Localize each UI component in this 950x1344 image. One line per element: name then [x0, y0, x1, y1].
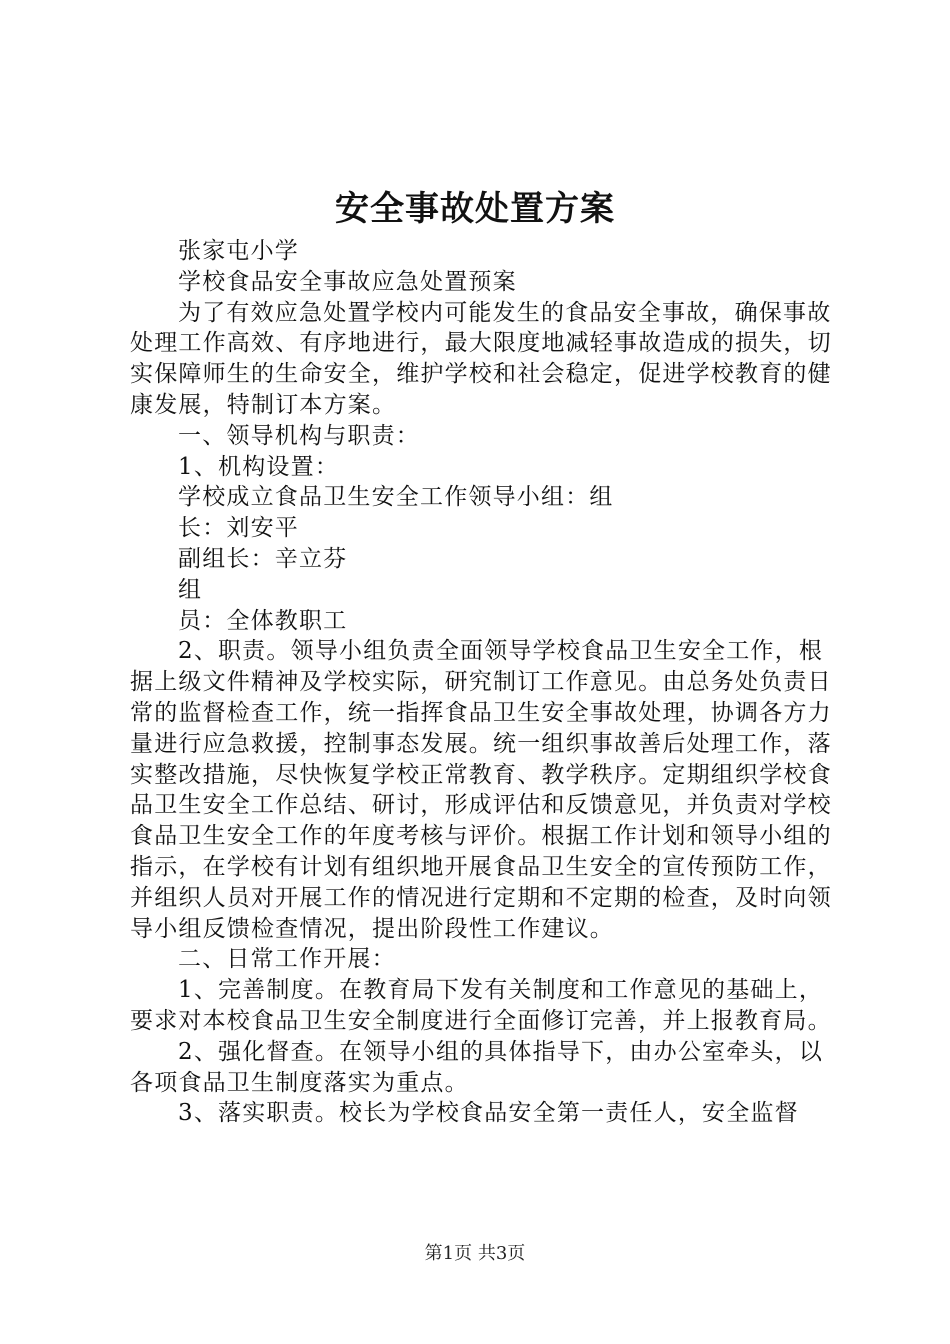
supervision-paragraph: 2、强化督查。在领导小组的具体指导下，由办公室牵头，以各项食品卫生制度落实为重点。 — [130, 1038, 824, 1096]
section-heading-2: 二、日常工作开展： — [178, 946, 396, 973]
section-heading-1: 一、领导机构与职责： — [178, 422, 420, 449]
duties-paragraph: 2、职责。领导小组负责全面领导学校食品卫生安全工作，根据上级文件精神及学校实际，研究制订工作意见。由总务处负责日常的监督检查工作，统一指挥食品卫生安全事故处理，协调各方力量进行应急救援，控制事态发展。统一组织事故善后处理工作，落实整改措施，尽快恢复学校正常教育、教学秩序。定期组织学校食品卫生安全工作总结、研讨，形成评估和反馈意见，并负责对学校食品卫生安全工作的年度考核与评价。根据工作计划和领导小组的指示，在学校有计划有组织地开展食品卫生安全的宣传预防工作，并组织人员对开展工作的情况进行定期和不定期的检查，及时向领导小组反馈检查情况，提出阶段性工作建议。 — [130, 638, 832, 942]
school-name-paragraph: 张家屯小学 — [178, 238, 299, 264]
document-body — [130, 236, 842, 1129]
group-leader-paragraph: 长：刘安平 — [178, 515, 299, 542]
plan-subtitle-paragraph: 学校食品安全事故应急处置预案 — [178, 268, 517, 295]
member-label-paragraph: 组 — [178, 576, 203, 603]
improve-system-paragraph: 1、完善制度。在教育局下发有关制度和工作意见的基础上，要求对本校食品卫生安全制度进行全面修订完善，并上报教育局。 — [130, 977, 832, 1034]
members-paragraph: 员：全体教职工 — [178, 607, 348, 634]
org-setup-paragraph: 学校成立食品卫生安全工作领导小组：组 — [178, 484, 614, 511]
page-number-footer: 第1页 共3页 — [424, 1243, 526, 1264]
responsibility-paragraph: 3、落实职责。校长为学校食品安全第一责任人，安全监督 — [178, 1100, 799, 1127]
deputy-leader-paragraph: 副组长：辛立芬 — [178, 545, 348, 572]
intro-paragraph: 为了有效应急处置学校内可能发生的食品安全事故，确保事故处理工作高效、有序地进行，最大限度地减轻事故造成的损失，切实保障师生的生命安全，维护学校和社会稳定，促进学校教育的健康发展，特制订本方案。 — [130, 299, 832, 418]
document-title: 安全事故处置方案 — [335, 189, 615, 229]
subsection-heading-1-1: 1、机构设置： — [178, 453, 340, 480]
